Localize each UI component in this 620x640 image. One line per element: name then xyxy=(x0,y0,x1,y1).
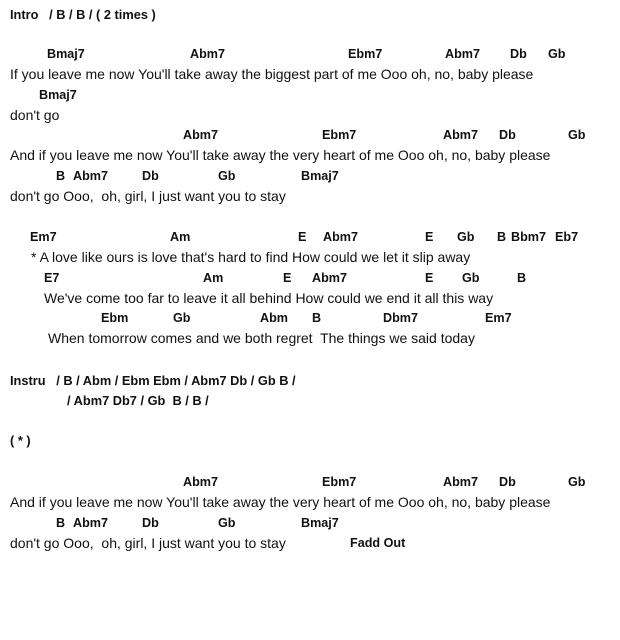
lyric-text: * A love like ours is love that's hard to find How could we let it slip away xyxy=(31,249,471,265)
chord-line xyxy=(0,126,620,144)
chord: Abm7 xyxy=(312,271,347,285)
chord: Am xyxy=(203,271,224,285)
chord-line xyxy=(0,269,620,287)
chord-line xyxy=(0,86,620,104)
chord: Bbm7 xyxy=(511,230,546,244)
chord: Bmaj7 xyxy=(301,169,339,183)
instru-line xyxy=(0,392,620,410)
chord-line xyxy=(0,228,620,246)
lyric-text: When tomorrow comes and we both regret The things we said today xyxy=(48,330,475,346)
chord: Gb xyxy=(462,271,480,285)
chord: B xyxy=(497,230,507,244)
chord: Em7 xyxy=(30,230,57,244)
lyric-line xyxy=(0,65,620,83)
chord: E xyxy=(425,271,434,285)
chord: Abm7 xyxy=(445,47,480,61)
intro-text: Intro / B / B / ( 2 times ) xyxy=(10,7,156,22)
chord-line xyxy=(0,45,620,63)
chord: B xyxy=(56,169,66,183)
lyric-text: don't go xyxy=(10,107,60,123)
chord: Db xyxy=(499,475,516,489)
chord: Db xyxy=(142,516,159,530)
chord: Eb7 xyxy=(555,230,579,244)
lyric-line xyxy=(0,248,620,266)
chord-line xyxy=(0,167,620,185)
chord: Abm xyxy=(260,311,288,325)
chord: Gb xyxy=(548,47,566,61)
chord-line xyxy=(0,514,620,532)
chord: E xyxy=(425,230,434,244)
lyric-text: And if you leave me now You'll take away the very heart of me Ooo oh, no, baby please xyxy=(10,494,551,510)
chord: Abm7 xyxy=(183,475,218,489)
lyric-line xyxy=(0,289,620,307)
chord: Abm7 xyxy=(73,516,108,530)
ending-note: Fadd Out xyxy=(350,536,406,550)
lyric-line xyxy=(0,106,620,124)
chord: Am xyxy=(170,230,191,244)
chord: Gb xyxy=(218,169,236,183)
chord: Ebm xyxy=(101,311,129,325)
chord: Ebm7 xyxy=(348,47,383,61)
chord: Abm7 xyxy=(443,475,478,489)
chord: Abm7 xyxy=(443,128,478,142)
lyric-text: And if you leave me now You'll take away the very heart of me Ooo oh, no, baby please xyxy=(10,147,551,163)
lyric-line xyxy=(0,187,620,205)
lyric-text: don't go Ooo, oh, girl, I just want you to stay xyxy=(10,188,286,204)
lyric-line xyxy=(0,329,620,347)
chord: Ebm7 xyxy=(322,475,357,489)
chord: Abm7 xyxy=(183,128,218,142)
chord: Gb xyxy=(568,128,586,142)
chord-line xyxy=(0,309,620,327)
chord: Gb xyxy=(568,475,586,489)
chord: Bmaj7 xyxy=(301,516,339,530)
chord: E xyxy=(283,271,292,285)
chord: B xyxy=(312,311,322,325)
chord: Bmaj7 xyxy=(47,47,85,61)
chord: Abm7 xyxy=(190,47,225,61)
repeat-mark: ( * ) xyxy=(10,433,31,448)
chord: Db xyxy=(499,128,516,142)
intro-line xyxy=(0,6,620,24)
chord: Abm7 xyxy=(323,230,358,244)
chord: Gb xyxy=(457,230,475,244)
lyric-text: We've come too far to leave it all behind How could we end it all this way xyxy=(44,290,494,306)
chord: Db xyxy=(510,47,527,61)
chord: Gb xyxy=(218,516,236,530)
lyric-line xyxy=(0,146,620,164)
instru-text: / Abm7 Db7 / Gb B / B / xyxy=(67,393,209,408)
chord-line xyxy=(0,473,620,491)
chord: Bmaj7 xyxy=(39,88,77,102)
chord: Gb xyxy=(173,311,191,325)
chord: Dbm7 xyxy=(383,311,418,325)
lyric-text: don't go Ooo, oh, girl, I just want you to stay xyxy=(10,535,286,551)
chord: Em7 xyxy=(485,311,512,325)
chord: B xyxy=(517,271,527,285)
instru-line xyxy=(0,372,620,390)
chord: E xyxy=(298,230,307,244)
lyric-text: If you leave me now You'll take away the biggest part of me Ooo oh, no, baby please xyxy=(10,66,534,82)
chord: E7 xyxy=(44,271,60,285)
lyric-line xyxy=(0,534,620,552)
instru-text: Instru / B / Abm / Ebm Ebm / Abm7 Db / Gb B / xyxy=(10,373,296,388)
chord: Ebm7 xyxy=(322,128,357,142)
lyric-line xyxy=(0,493,620,511)
chord: Abm7 xyxy=(73,169,108,183)
chord: B xyxy=(56,516,66,530)
chord: Db xyxy=(142,169,159,183)
repeat-line xyxy=(0,432,620,450)
